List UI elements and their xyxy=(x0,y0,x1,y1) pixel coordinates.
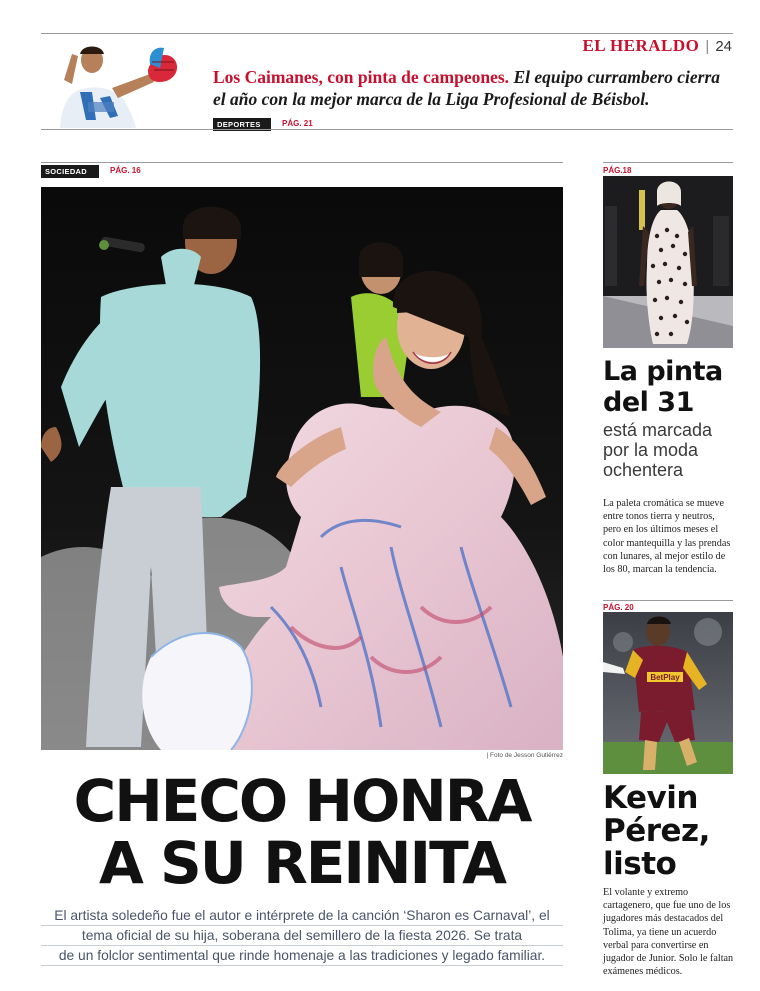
side1-headline-line1: La pinta xyxy=(603,356,723,387)
runway-model-photo[interactable] xyxy=(603,176,733,348)
side1-page-ref[interactable]: PÁG.18 xyxy=(603,166,632,175)
main-headline-line1: CHECO HONRA xyxy=(73,767,531,835)
teaser-section-tag[interactable]: DEPORTES xyxy=(213,118,271,131)
side2-headline-line3: listo xyxy=(603,846,677,882)
main-section-tag[interactable]: SOCIEDAD xyxy=(41,165,99,178)
main-headline[interactable] xyxy=(41,767,563,897)
jersey-sponsor: BetPlay xyxy=(650,673,680,682)
teaser-bottom-rule xyxy=(41,129,733,130)
teaser-text xyxy=(213,66,733,110)
page-number: 24 xyxy=(715,38,732,55)
teaser-headline[interactable]: Los Caimanes, con pinta de campeones. xyxy=(213,67,510,87)
teaser-summary: El equipo currambero cierra el año con la mejor marca de la Liga Profesional de Béisbol. xyxy=(213,67,721,109)
main-page-ref[interactable]: PÁG. 16 xyxy=(110,166,141,175)
deck-line: El artista soledeño fue el autor e intérprete de la canción ‘Sharon es Carnaval’, el xyxy=(41,906,563,926)
side1-subhead-line: está marcada xyxy=(603,420,713,440)
top-rule xyxy=(41,33,733,34)
side2-body: El volante y extremo cartagenero, que fue uno de los jugadores más destacados del Tolima, ya tiene un acuerdo verbal para convertirse en jugador de Junior. Solo le faltan exámenes médicos. xyxy=(603,887,734,978)
deck-line: tema oficial de su hija, soberana del semillero de la fiesta 2026. Se trata xyxy=(41,926,563,946)
side1-subhead-line: por la moda xyxy=(603,440,699,460)
side1-body: La paleta cromática se mueve entre tonos tierra y neutros, pero en los últimos meses el color mantequilla y las prendas con lunares, al mejor estilo de los 80, marcan la tendencia. xyxy=(603,498,731,576)
main-headline-line2: A SU REINITA xyxy=(98,829,506,897)
masthead-divider: | xyxy=(705,38,710,55)
side1-top-rule xyxy=(603,162,733,163)
main-deck xyxy=(41,906,563,966)
baseball-player-photo[interactable] xyxy=(52,40,210,128)
carnival-queen-photo[interactable] xyxy=(41,187,563,750)
teaser-page-ref[interactable]: PÁG. 21 xyxy=(282,119,313,128)
main-top-rule xyxy=(41,162,563,163)
deck-line: de un folclor sentimental que rinde homenaje a las tradiciones y legado familiar. xyxy=(41,946,563,966)
side1-headline[interactable] xyxy=(603,356,743,418)
side1-subhead xyxy=(603,420,743,480)
side1-subhead-line: ochentera xyxy=(603,460,684,480)
side2-page-ref[interactable]: PÁG. 20 xyxy=(603,603,634,612)
side2-top-rule xyxy=(603,600,733,601)
side2-headline-line1: Kevin xyxy=(603,780,698,816)
side2-headline-line2: Pérez, xyxy=(603,813,710,849)
masthead xyxy=(582,36,732,56)
photo-credit: | Foto de Jesson Gutiérrez xyxy=(486,752,563,759)
side2-headline[interactable] xyxy=(603,782,753,881)
brand-name[interactable]: EL HERALDO xyxy=(582,36,700,55)
soccer-player-photo[interactable] xyxy=(603,612,733,774)
side1-headline-line2: del 31 xyxy=(603,387,694,418)
